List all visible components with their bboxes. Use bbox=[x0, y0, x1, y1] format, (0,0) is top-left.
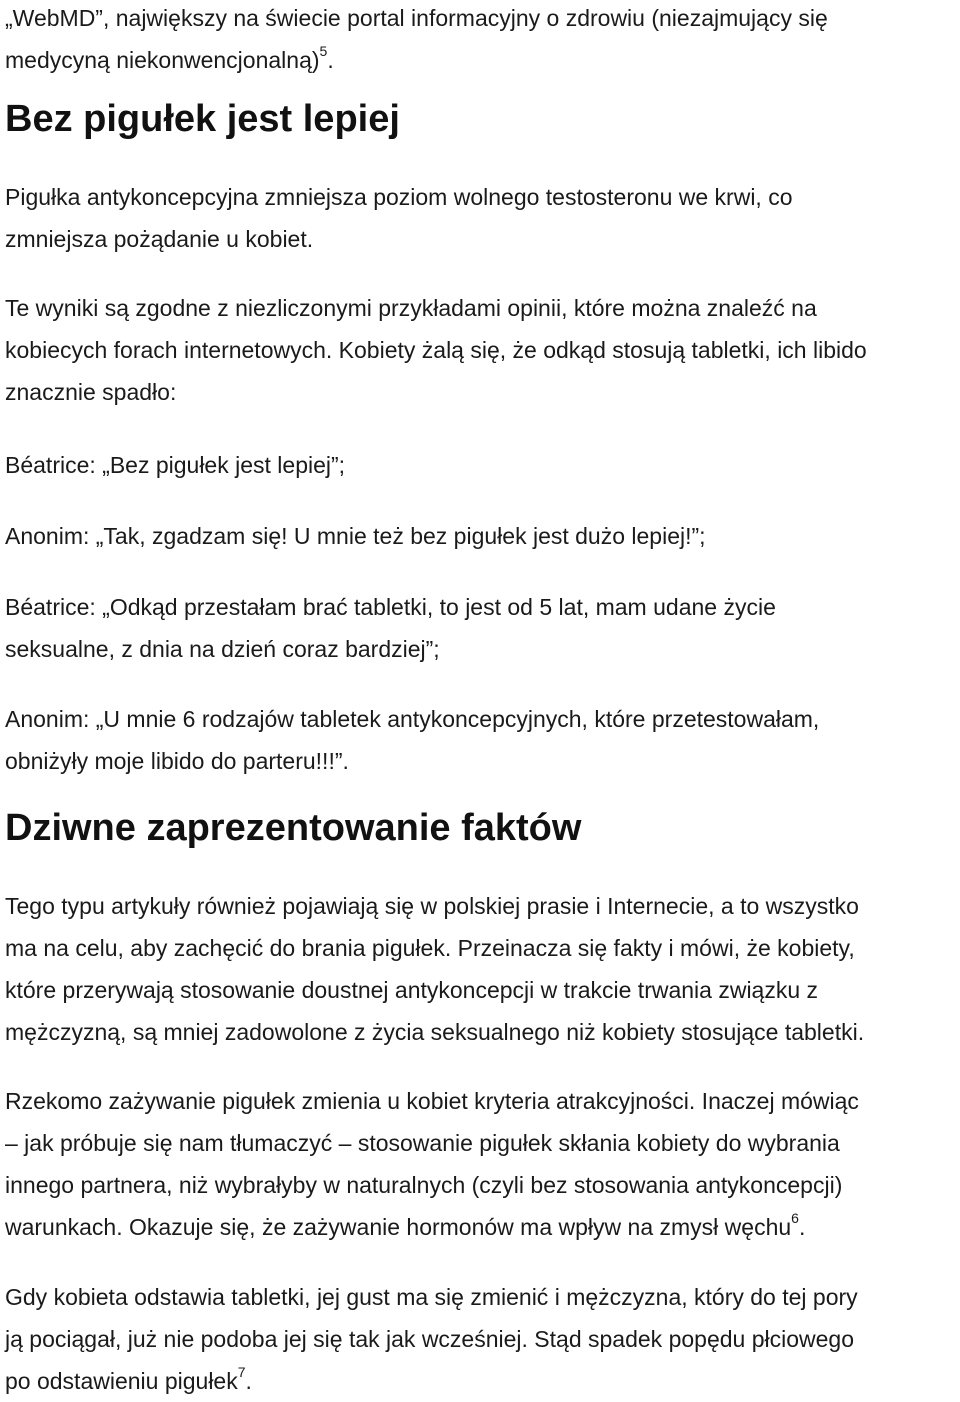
forum-quote bbox=[5, 444, 345, 486]
footnote-marker[interactable]: 5 bbox=[319, 43, 328, 60]
text-line: obniżyły moje libido do parteru!!!”. bbox=[5, 748, 349, 774]
section-heading: Dziwne zaprezentowanie faktów bbox=[5, 807, 582, 849]
text-line: Pigułka antykoncepcyjna zmniejsza poziom wolnego testosteronu we krwi, co bbox=[5, 184, 793, 210]
text-span: medycyną niekonwencjonalną) bbox=[5, 47, 320, 73]
forum-quote bbox=[5, 698, 819, 782]
text-span: po odstawieniu pigułek bbox=[5, 1368, 238, 1394]
text-line: ma na celu, aby zachęcić do brania pigułek. Przeinacza się fakty i mówi, że kobiety, bbox=[5, 935, 855, 961]
text-line: ją pociągał, już nie podoba jej się tak jak wcześniej. Stąd spadek popędu płciowego bbox=[5, 1326, 854, 1352]
text-line: – jak próbuje się nam tłumaczyć – stosowanie pigułek skłania kobiety do wybrania bbox=[5, 1130, 840, 1156]
text-line: Anonim: „Tak, zgadzam się! U mnie też bez pigułek jest dużo lepiej!”; bbox=[5, 523, 706, 549]
paragraph bbox=[5, 1276, 858, 1402]
text-line: Béatrice: „Bez pigułek jest lepiej”; bbox=[5, 452, 346, 478]
footnote-marker[interactable]: 7 bbox=[237, 1364, 246, 1381]
paragraph bbox=[5, 1080, 859, 1248]
footnote-marker[interactable]: 6 bbox=[791, 1210, 799, 1227]
paragraph bbox=[5, 287, 867, 413]
intro-paragraph bbox=[5, 0, 828, 81]
text-line: Béatrice: „Odkąd przestałam brać tabletki, to jest od 5 lat, mam udane życie bbox=[5, 594, 776, 620]
forum-quote bbox=[5, 586, 776, 670]
paragraph bbox=[5, 885, 864, 1053]
text-line: Rzekomo zażywanie pigułek zmienia u kobiet kryteria atrakcyjności. Inaczej mówiąc bbox=[5, 1088, 859, 1114]
text-span: . bbox=[798, 1214, 806, 1240]
text-line: Tego typu artykuły również pojawiają się w polskiej prasie i Internecie, a to wszystko bbox=[5, 893, 859, 919]
text-span: . bbox=[245, 1368, 252, 1394]
text-line: mężczyzną, są mniej zadowolone z życia seksualnego niż kobiety stosujące tabletki. bbox=[5, 1019, 865, 1045]
paragraph bbox=[5, 176, 793, 260]
text-line: zmniejsza pożądanie u kobiet. bbox=[5, 226, 314, 252]
text-line: znacznie spadło: bbox=[5, 379, 177, 405]
section-heading: Bez pigułek jest lepiej bbox=[5, 98, 400, 140]
text-line bbox=[5, 39, 828, 81]
text-line: kobiecych forach internetowych. Kobiety żalą się, że odkąd stosują tabletki, ich libido bbox=[5, 337, 867, 363]
text-line: innego partnera, niż wybrałyby w naturalnych (czyli bez stosowania antykoncepcji) bbox=[5, 1172, 843, 1198]
text-line: Anonim: „U mnie 6 rodzajów tabletek antykoncepcyjnych, które przetestowałam, bbox=[5, 706, 820, 732]
text-line: seksualne, z dnia na dzień coraz bardziej”; bbox=[5, 636, 440, 662]
text-line bbox=[5, 1360, 858, 1402]
text-line: „WebMD”, największy na świecie portal informacyjny o zdrowiu (niezajmujący się bbox=[5, 5, 828, 31]
forum-quote bbox=[5, 515, 706, 557]
text-span: warunkach. Okazuje się, że zażywanie hormonów ma wpływ na zmysł węchu bbox=[5, 1214, 792, 1240]
text-line: Te wyniki są zgodne z niezliczonymi przykładami opinii, które można znaleźć na bbox=[5, 295, 817, 321]
text-span: . bbox=[327, 47, 334, 73]
text-line: Gdy kobieta odstawia tabletki, jej gust ma się zmienić i mężczyzna, który do tej pory bbox=[5, 1284, 858, 1310]
text-line bbox=[5, 1206, 859, 1248]
text-line: które przerywają stosowanie doustnej antykoncepcji w trakcie trwania związku z bbox=[5, 977, 819, 1003]
